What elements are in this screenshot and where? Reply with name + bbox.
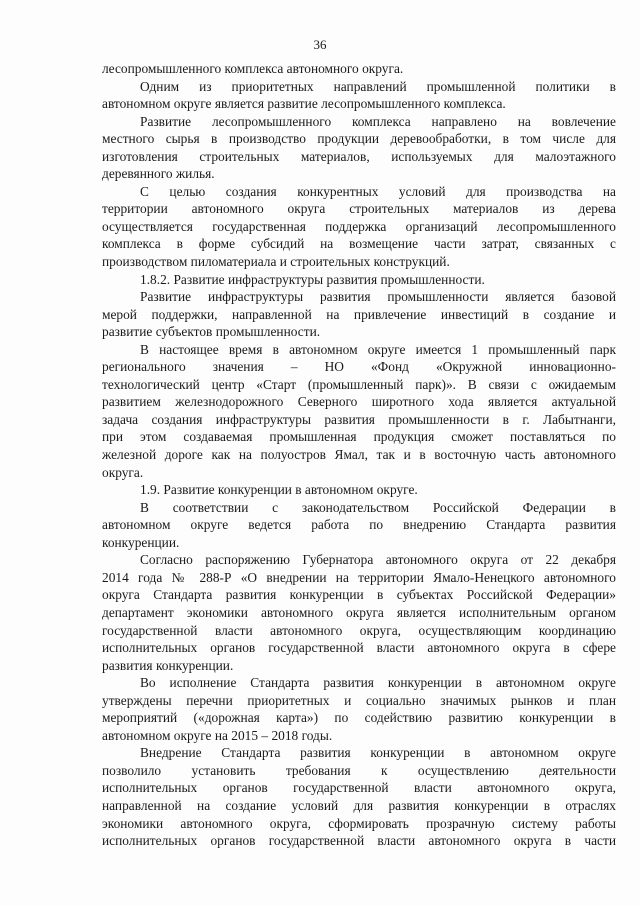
text-line: позволило установить требования к осуществлению деятельности	[102, 762, 616, 778]
text-line: развитие субъектов промышленности.	[102, 324, 321, 340]
text-line: департамент экономики автономного округа является исполнительным органом	[102, 604, 616, 620]
text-line: изготовления строительных материалов, используемых для малоэтажного	[102, 148, 616, 164]
text-line: округа.	[102, 464, 144, 480]
text-line: исполнительных органов государственной власти автономного округа,	[102, 780, 616, 796]
text-line: осуществляется государственная поддержка организаций лесопромышленного	[102, 218, 616, 234]
text-line: 2014 года № 288-Р «О внедрении на территории Ямало-Ненецкого автономного	[102, 569, 616, 585]
text-line: лесопромышленного комплекса автономного округа.	[102, 61, 404, 76]
text-line: 1.9. Развитие конкуренции в автономном округе.	[140, 482, 418, 498]
text-line: задача создания инфраструктуры развития промышленности в г. Лабытнанги,	[102, 411, 616, 427]
text-line: экономики автономного округа, сформировать прозрачную систему работы	[102, 815, 616, 831]
text-line: автономном округе ведется работа по внедрению Стандарта развития	[102, 517, 616, 533]
text-line: развитием железнодорожного Северного широтного хода является актуальной	[102, 394, 616, 410]
text-line: территории автономного округа строительных материалов из дерева	[102, 201, 616, 217]
text-line: мероприятий («дорожная карта») по содействию развитию конкуренции в	[102, 710, 616, 726]
text-line: утверждены перечни приоритетных и социально значимых рынков и план	[102, 692, 616, 708]
text-line: автономном округе является развитие лесопромышленного комплекса.	[102, 96, 506, 112]
text-line: С целью создания конкурентных условий для производства на	[140, 183, 616, 199]
text-line: Развитие лесопромышленного комплекса направлено на вовлечение	[140, 113, 616, 129]
text-line: Согласно распоряжению Губернатора автономного округа от 22 декабря	[140, 552, 616, 568]
text-line: исполнительных органов государственной власти автономного округа в сфере	[102, 640, 616, 656]
text-line: мерой поддержки, направленной на привлечение инвестиций в создание и	[102, 306, 616, 322]
text-line: В соответствии с законодательством Российской Федерации в	[140, 499, 616, 515]
text-line: комплекса в форме субсидий на возмещение части затрат, связанных с	[102, 236, 616, 252]
text-line: технологический центр «Старт (промышленный парк)». В связи с ожидаемым	[102, 376, 616, 392]
text-line: В настоящее время в автономном округе имеется 1 промышленный парк	[140, 341, 616, 357]
text-line: государственной власти автономного округа, осуществляющим координацию	[102, 622, 616, 638]
text-line: округа Стандарта развития конкуренции в субъектах Российской Федерации»	[102, 587, 616, 603]
text-line: исполнительных органов государственной власти автономного округа в части	[102, 833, 616, 849]
text-line: местного сырья в производство продукции деревообработки, в том числе для	[102, 131, 616, 147]
text-line: производством пиломатериала и строительных конструкций.	[102, 254, 450, 270]
text-line: при этом создаваемая промышленная продукция сможет поставляться по	[102, 429, 616, 445]
text-line: 1.8.2. Развитие инфраструктуры развития промышленности.	[140, 271, 485, 287]
text-line: Одним из приоритетных направлений промышленной политики в	[140, 78, 616, 94]
text-line: Развитие инфраструктуры развития промышленности является базовой	[140, 289, 616, 305]
text-line: Во исполнение Стандарта развития конкуренции в автономном округе	[140, 675, 616, 691]
text-line: конкуренции.	[102, 534, 180, 550]
text-line: Внедрение Стандарта развития конкуренции в автономном округе	[140, 745, 616, 761]
text-line: развития конкуренции.	[102, 657, 234, 673]
text-line: деревянного жилья.	[102, 166, 215, 182]
page-number: 36	[313, 37, 327, 52]
body-text	[102, 60, 616, 850]
text-line: железной дороге как на полуостров Ямал, так и в восточную часть автономного	[102, 447, 616, 463]
text-line: регионального значения – НО «Фонд «Окружной инновационно-	[102, 359, 616, 375]
text-line: автономном округе на 2015 – 2018 годы.	[102, 727, 333, 743]
text-line: направленной на создание условий для развития конкуренции в отраслях	[102, 797, 616, 813]
